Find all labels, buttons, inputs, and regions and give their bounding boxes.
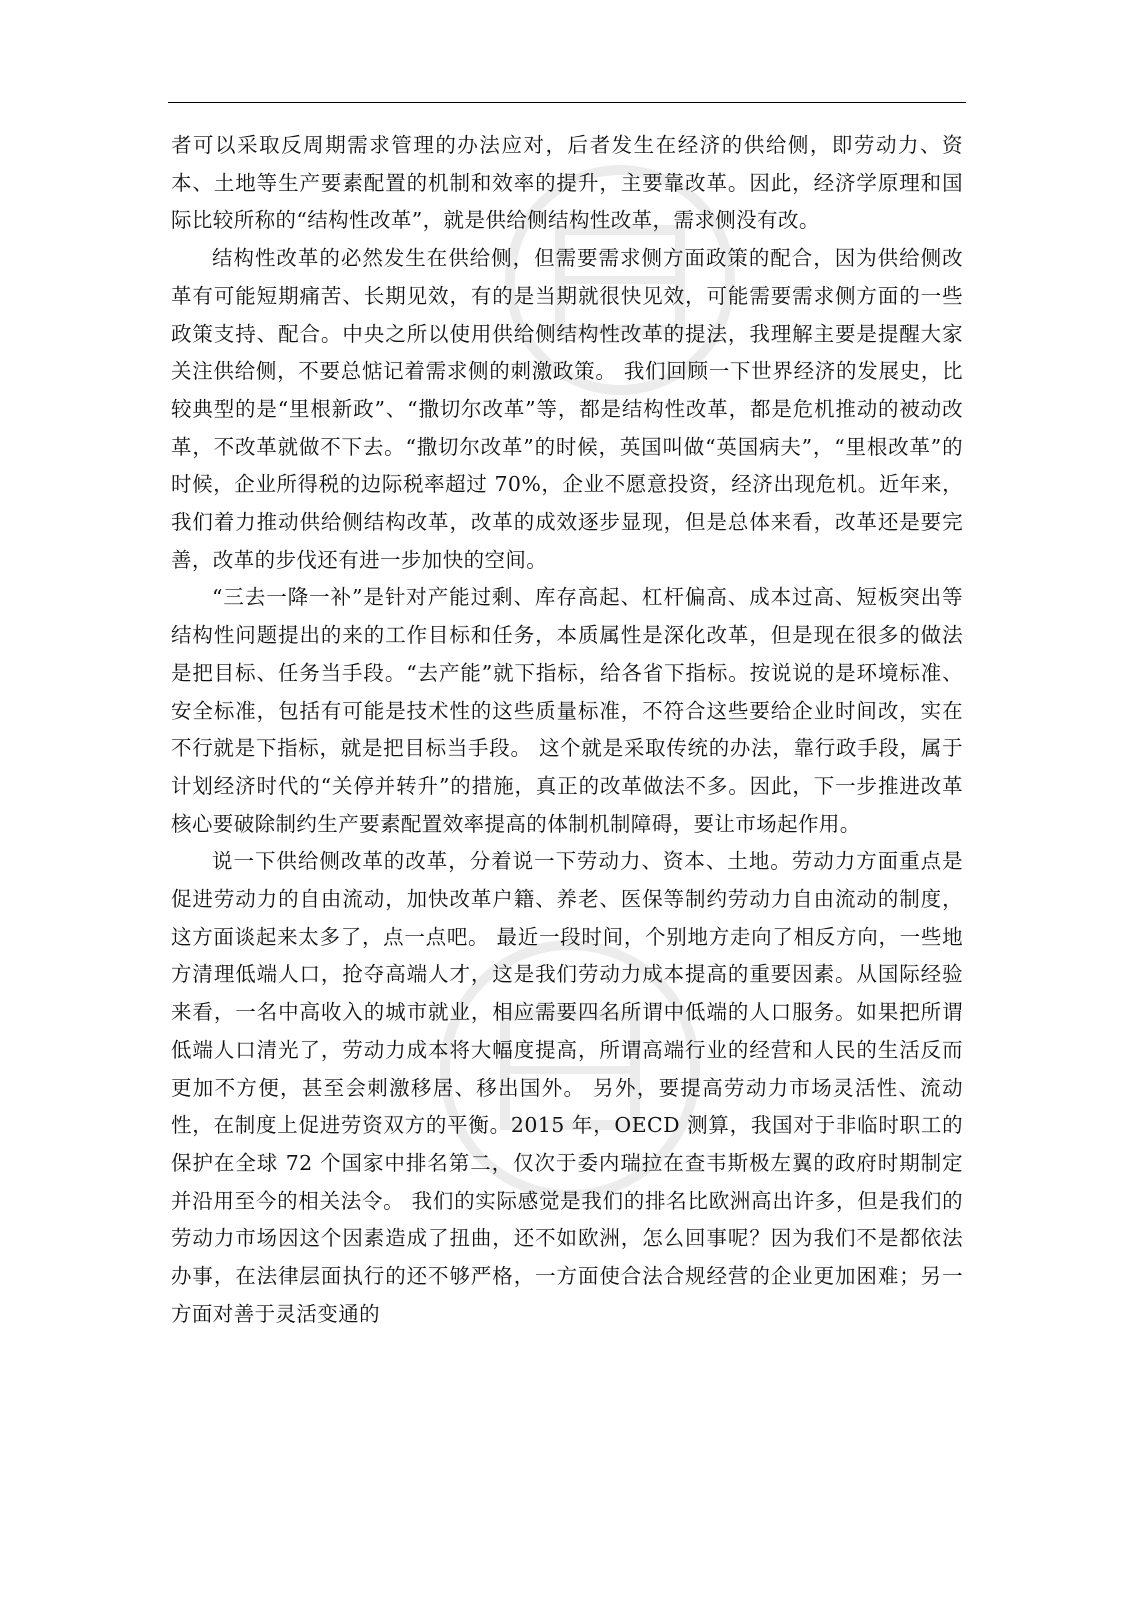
paragraph-4: 说一下供给侧改革的改革，分着说一下劳动力、资本、土地。劳动力方面重点是促进劳动力的自由流动，加快改革户籍、养老、医保等制约劳动力自由流动的制度，这方面谈起来太多了，点一点吧。 最近一段时间，个别地方走向了相反方向，一些地方清理低端人口，抢夺高端人才，这是我们劳动力成本提高的重要因素。从国际经验来看，一名中高收入的城市就业，相应需要四名所谓中低端的人口服务。如果把所谓低端人口清光了，劳动力成本将大幅度提高，所谓高端行业的经营和人民的生活反而更加不方便，甚至会刺激移居、移出国外。 另外，要提高劳动力市场灵活性、流动性，在制度上促进劳资双方的平衡。2015 年，OECD 测算，我国对于非临时职工的保护在全球 72 个国家中排名第二，仅次于委内瑞拉在查韦斯极左翼的政府时期制定并沿用至今的相关法令。 我们的实际感觉是我们的排名比欧洲高出许多，但是我们的劳动力市场因这个因素造成了扭曲，还不如欧洲，怎么回事呢？因为我们不是都依法办事，在法律层面执行的还不够严格，一方面使合法合规经营的企业更加困难；另一方面对善于灵活变通的	[171, 849, 963, 1326]
body-text	[171, 127, 963, 1334]
paragraph-2: 结构性改革的必然发生在供给侧，但需要需求侧方面政策的配合，因为供给侧改革有可能短期痛苦、长期见效，有的是当期就很快见效，可能需要需求侧方面的一些政策支持、配合。中央之所以使用供给侧结构性改革的提法，我理解主要是提醒大家关注供给侧，不要总惦记着需求侧的刺激政策。 我们回顾一下世界经济的发展史，比较典型的是“里根新政”、“撒切尔改革”等，都是结构性改革，都是危机推动的被动改革，不改革就做不下去。“撒切尔改革”的时候，英国叫做“英国病夫”，“里根改革”的时候，企业所得税的边际税率超过 70%，企业不愿意投资，经济出现危机。近年来，我们着力推动供给侧结构改革，改革的成效逐步显现，但是总体来看，改革还是要完善，改革的步伐还有进一步加快的空间。	[171, 246, 963, 572]
paragraph-3: “三去一降一补”是针对产能过剩、库存高起、杠杆偏高、成本过高、短板突出等结构性问题提出的来的工作目标和任务，本质属性是深化改革，但是现在很多的做法是把目标、任务当手段。“去产能”就下指标，给各省下指标。按说说的是环境标准、安全标准，包括有可能是技术性的这些质量标准，不符合这些要给企业时间改，实在不行就是下指标，就是把目标当手段。 这个就是采取传统的办法，靠行政手段，属于计划经济时代的“关停并转升”的措施，真正的改革做法不多。因此，下一步推进改革核心要破除制约生产要素配置效率提高的体制机制障碍，要让市场起作用。	[171, 585, 963, 836]
paragraph-1: 者可以采取反周期需求管理的办法应对，后者发生在经济的供给侧，即劳动力、资本、土地等生产要素配置的机制和效率的提升，主要靠改革。因此，经济学原理和国际比较所称的“结构性改革”，就是供给侧结构性改革，需求侧没有改。	[171, 133, 963, 233]
header-rule	[168, 102, 966, 103]
